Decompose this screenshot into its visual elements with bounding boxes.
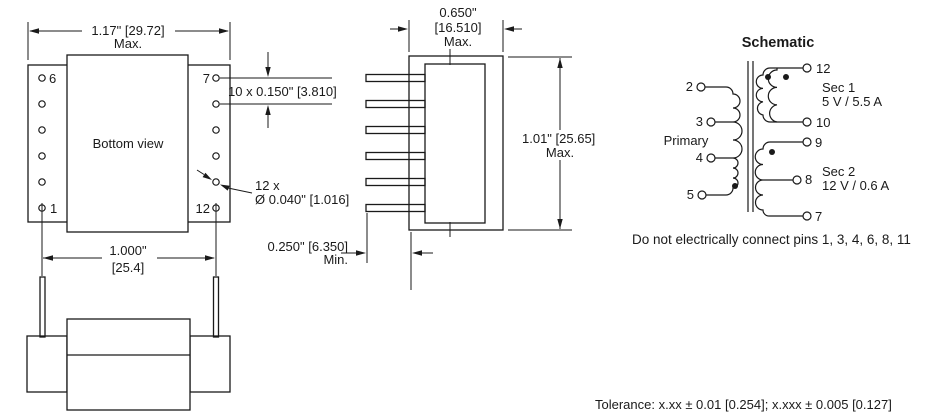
- front-view-body: [67, 319, 190, 410]
- bottom-view-right-pins: [213, 75, 219, 211]
- arrow-right-icon: [356, 250, 366, 255]
- schematic-title: Schematic: [741, 35, 815, 51]
- dim-pin-pitch: [220, 52, 337, 128]
- sch-pin9-label: 9: [815, 135, 823, 150]
- dim-pin-span-value: 1.000": [109, 243, 147, 258]
- pin6-label: 6: [49, 71, 57, 86]
- leader-arrow-icon: [220, 185, 230, 191]
- arrow-up-icon: [557, 58, 562, 68]
- bottom-view-left-pins: [39, 75, 45, 211]
- sch-pin10-label: 10: [816, 115, 831, 130]
- front-view-right-flange: [190, 336, 230, 392]
- primary-label: Primary: [663, 133, 709, 148]
- arrow-right-icon: [219, 28, 229, 33]
- dim-pin-length: [267, 213, 433, 290]
- side-view-core-outline: [425, 64, 485, 223]
- sec2-polarity-dot: [769, 149, 775, 155]
- primary-polarity-dot: [732, 183, 738, 189]
- sec1-name: Sec 1: [822, 80, 856, 95]
- pin7-label: 7: [202, 71, 210, 86]
- sch-pin8-label: 8: [805, 172, 813, 187]
- front-view-left-flange: [27, 336, 67, 392]
- arrow-left-icon: [504, 26, 514, 31]
- dim-pin-span: [43, 243, 215, 275]
- sch-pin4-label: 4: [695, 150, 703, 165]
- pin1-label: 1: [50, 201, 58, 216]
- dim-pin-diameter: [197, 170, 349, 207]
- dim-height-max: Max.: [545, 145, 575, 160]
- sec1-rating: 5 V / 5.5 A: [822, 94, 882, 109]
- bottom-view-label: Bottom view: [92, 136, 164, 151]
- arrow-up-icon: [265, 105, 270, 115]
- dim-body-width-value: 1.17" [29.72]: [91, 23, 165, 38]
- sec1-polarity-dot-a: [765, 74, 771, 80]
- sec2-name: Sec 2: [822, 164, 856, 179]
- dim-pin-pitch-value: 10 x 0.150" [3.810]: [228, 84, 337, 99]
- sec1-polarity-dot-b: [783, 74, 789, 80]
- dim-pin-length-value: 0.250" [6.350]: [267, 239, 348, 254]
- sch-pin3-label: 3: [695, 114, 703, 129]
- arrow-left-icon: [43, 255, 53, 260]
- sch-pin12-label: 12: [816, 61, 831, 76]
- pin12-label: 12: [195, 201, 210, 216]
- dim-depth-mm: [16.510]: [434, 20, 482, 35]
- sch-pin2-label: 2: [685, 79, 693, 94]
- sch-pin7-label: 7: [815, 209, 823, 224]
- sec2-rating: 12 V / 0.6 A: [822, 178, 890, 193]
- dim-body-width: [28, 22, 230, 60]
- connection-note: Do not electrically connect pins 1, 3, 4, 6, 8, 11: [632, 232, 911, 247]
- dim-pin-dia-count: 12 x: [255, 178, 280, 193]
- sec1-winding-outer: [756, 68, 803, 122]
- dim-depth-max: Max.: [443, 34, 473, 49]
- front-view-right-pin: [214, 277, 219, 337]
- dim-height: [508, 57, 595, 230]
- dim-height-value: 1.01" [25.65]: [522, 131, 596, 146]
- side-view-pins: [366, 75, 425, 212]
- dim-body-width-max: Max.: [113, 36, 143, 51]
- arrow-right-icon: [205, 255, 215, 260]
- arrow-left-icon: [29, 28, 39, 33]
- schematic: [632, 35, 911, 247]
- arrow-down-icon: [265, 67, 270, 77]
- tolerance-note: Tolerance: x.xx ± 0.01 [0.254]; x.xxx ± 0.005 [0.127]: [595, 397, 892, 412]
- arrow-down-icon: [557, 219, 562, 229]
- leader-arrow2-icon: [203, 173, 212, 180]
- primary-winding: [705, 87, 742, 195]
- dim-pin-span-mm: [25.4]: [111, 260, 145, 275]
- front-view: [27, 277, 230, 410]
- dim-pin-length-min: Min.: [323, 252, 348, 267]
- dim-pin-dia-value: Ø 0.040" [1.016]: [255, 192, 350, 207]
- sch-pin5-label: 5: [686, 187, 694, 202]
- dim-depth-value: 0.650": [439, 5, 477, 20]
- front-view-left-pin: [40, 277, 45, 337]
- side-view: [366, 49, 503, 237]
- arrow-right-icon: [398, 26, 408, 31]
- dim-depth: [390, 5, 522, 52]
- arrow-left-icon: [412, 250, 422, 255]
